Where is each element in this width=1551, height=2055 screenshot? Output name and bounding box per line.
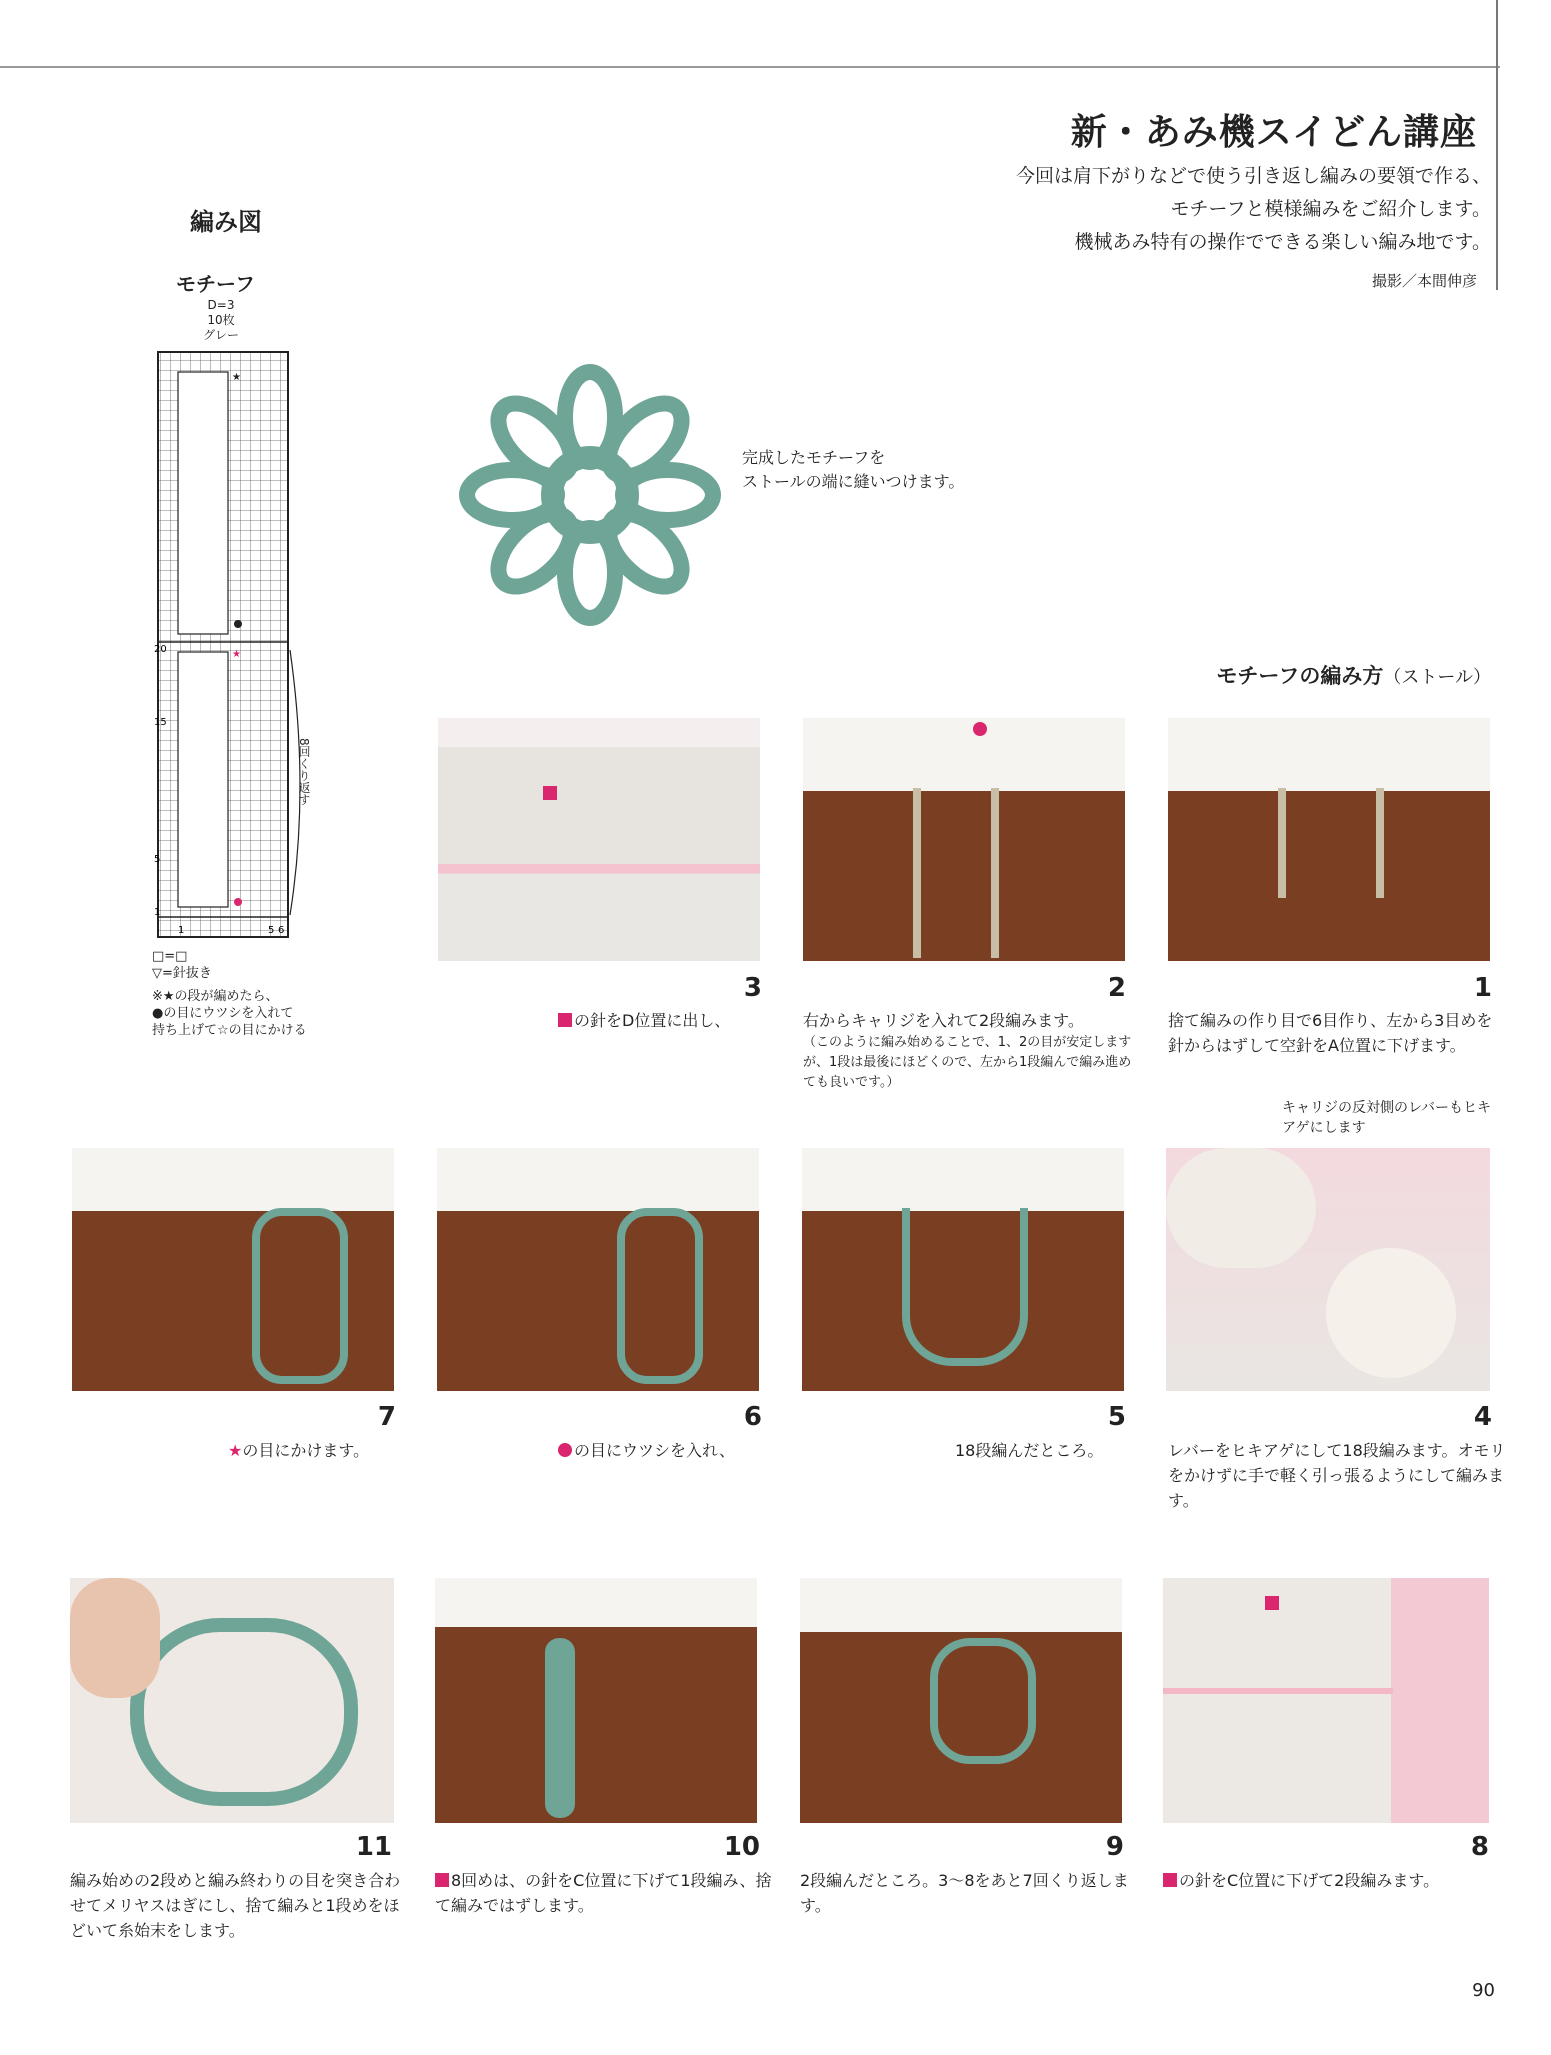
intro-text: 今回は肩下がりなどで使う引き返し編みの要領で作る、 モチーフと模様編みをご紹介します。 機械あみ特有の操作でできる楽しい編み地です。 [1015,165,1491,253]
step-10-text: 8回めは、の針をC位置に下げて1段編み、捨て編みではずします。 [435,1871,772,1915]
step-3-text: の針をD位置に出し、 [558,1008,888,1033]
step-11-number: 11 [355,1832,392,1862]
step-10-number: 10 [723,1832,760,1862]
step-9-photo [800,1578,1122,1823]
step-9-number: 9 [1105,1832,1124,1862]
red-square-icon [1265,1596,1279,1610]
red-square-icon [543,786,557,800]
step-2-number: 2 [1107,973,1126,1003]
side-rule [1496,0,1498,290]
black-dot-icon [234,620,242,628]
step-11-text: 編み始めの2段めと編み終わりの目を突き合わせてメリヤスはぎにし、捨て編みと1段めをほどいて糸始末をします。 [70,1871,401,1940]
step-8-text: の針をC位置に下げて2段編みます。 [1163,1868,1503,1893]
knitting-chart [150,350,310,940]
step-1-photo [1168,718,1490,961]
page-title: 新・あみ機スイどん講座 [1070,112,1477,153]
top-rule [0,66,1500,68]
finished-motif-image [430,345,750,645]
repeat-note: 8回くり返す [297,738,311,806]
pink-dot-icon [973,722,987,736]
step-4-number: 4 [1473,1402,1492,1432]
step-1-number: 1 [1473,973,1492,1003]
step-9-text: 2段編んだところ。3〜8をあと7回くり返します。 [800,1871,1129,1915]
step-10-photo [435,1578,757,1823]
step-2-photo [803,718,1125,961]
step-4-photo [1166,1148,1490,1391]
step-7-text: ★の目にかけます。 [228,1441,370,1460]
red-square-icon [558,1013,572,1027]
step-5-number: 5 [1107,1402,1126,1432]
pink-star-icon: ★ [232,649,241,660]
step-6-text: の目にウツシを入れ、 [558,1438,888,1463]
step-6-number: 6 [743,1402,762,1432]
step-5-text: 18段編んだところ。 [955,1441,1104,1460]
red-square-icon [1163,1873,1177,1887]
chart-heading: 編み図 [190,208,262,236]
svg-text:20: 20 [154,644,167,655]
red-square-icon [435,1873,449,1887]
photo-credit: 撮影／本間伸彦 [1371,272,1477,290]
step-4-callout: キャリジの反対側のレバーもヒキアゲにします [1282,1100,1492,1136]
svg-text:15: 15 [154,717,167,728]
svg-text:1: 1 [154,907,161,918]
step-7-photo [72,1148,394,1391]
step-3-photo [438,718,760,961]
step-1-text: 捨て編みの作り目で6目作り、左から3目めを針からはずして空針をA位置に下げます。 [1168,1011,1493,1055]
step-7-number: 7 [377,1402,396,1432]
page-number: 90 [1472,1980,1495,2001]
step-11-photo [70,1578,394,1823]
finished-caption: 完成したモチーフを ストールの端に縫いつけます。 [742,448,965,491]
svg-text:5: 5 [268,925,275,936]
black-star-icon: ★ [232,372,241,383]
pink-dot-icon [558,1443,572,1457]
step-3-number: 3 [743,973,762,1003]
star-icon: ★ [228,1441,243,1460]
howto-heading: モチーフの編み方（ストール） [1216,664,1491,688]
step-2-text: 右からキャリジを入れて2段編みます。 （このように編み始めることで、1、2の目が安定しますが、1段は最後にほどくので、左から1段編んで編み進めても良いです。） [803,1011,1132,1090]
step-8-number: 8 [1470,1832,1489,1862]
svg-text:1: 1 [178,925,185,936]
step-5-photo [802,1148,1124,1391]
svg-text:6: 6 [278,925,285,936]
chart-legend: □=□ ▽=針抜き ※★の段が編めたら、 ●の目にウツシを入れて 持ち上げて☆の目にかける [152,949,307,1038]
step-4-text: レバーをヒキアゲにして18段編みます。オモリをかけずに手で軽く引っ張るようにして編みます。 [1168,1441,1506,1510]
motif-label: モチーフ [176,272,255,296]
svg-text:5: 5 [154,854,161,865]
pink-dot-icon [234,898,242,906]
step-6-photo [437,1148,759,1391]
step-8-photo [1163,1578,1489,1823]
motif-meta: D=3 10枚 グレー [202,298,239,342]
